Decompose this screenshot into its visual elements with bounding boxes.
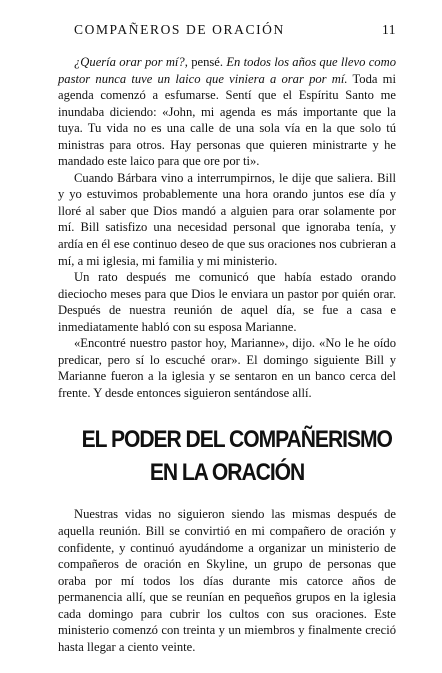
section-heading xyxy=(81,423,392,489)
page-number: 11 xyxy=(382,22,396,37)
running-head xyxy=(58,22,396,40)
quote-thought: En todos los años que llevo como pastor nunca tuve un laico que viniera a orar por mí. xyxy=(58,55,396,86)
page-body xyxy=(58,54,396,655)
running-title: COMPAÑEROS DE ORACIÓN xyxy=(74,22,285,37)
paragraph-4: «Encontré nuestro pastor hoy, Marianne», dijo. «No le he oído predicar, pero sí lo escuché orar». El domingo siguiente Bill y Marianne fueron a la iglesia y se sentaron en un banco cerca del frente. Y desde entonces siguieron sentándose allí. xyxy=(58,336,396,400)
section-paragraph: Nuestras vidas no siguieron siendo las mismas después de aquella reunión. Bill se convirtió en mi compañero de oración y confidente, y continuó ayudándome a organizar un ministerio de compañeros de oración en Skyline, un grupo de personas que oraba por mí todos los días durante mis catorce años de permanencia allí, que se reunían en pequeños grupos en la iglesia cada domingo para cubrir los cultos con sus oraciones. Este ministerio comenzó con treinta y un miembros y finalmente creció hasta llegar a ciento veinte. xyxy=(58,507,396,654)
paragraph-3: Un rato después me comunicó que había estado orando dieciocho meses para que Dios le enviara un pastor por quién orar. Después de nuestra reunión de aquel día, se fue a casa e inmediatamente habló con su esposa Marianne. xyxy=(58,270,396,334)
paragraph-2: Cuando Bárbara vino a interrumpirnos, le dije que saliera. Bill y yo estuvimos probablemente una hora orando juntos ese día y lloré al saber que Dios mandó a alguien para orar solamente por mí. Bill satisfizo una necesidad personal que ignoraba tenía, y ardía en él ese continuo deseo de que sus oraciones nos cubrieran a mí, a mi iglesia, mi familia y mi ministerio. xyxy=(58,170,396,268)
paragraph-1-text-a: , pensé. xyxy=(184,55,227,69)
quote-question: ¿Quería orar por mí? xyxy=(74,55,185,69)
paragraph-1-text-b: Toda mi agenda comenzó a esfumarse. Sentí que el Espíritu Santo me inundaba diciendo: «John, mi agenda es más importante que la tuya. Tu vida no es una calle de una sola vía en la que solo tú ministras para otros. Hay personas que quieren ministrarte y he mandado este laico para que ore por ti». xyxy=(58,71,396,169)
paragraph-1 xyxy=(58,54,396,170)
section-heading-line-1: EL PODER DEL COMPAÑERISMO xyxy=(81,426,392,454)
section-heading-line-2: EN LA ORACIÓN xyxy=(149,459,305,487)
